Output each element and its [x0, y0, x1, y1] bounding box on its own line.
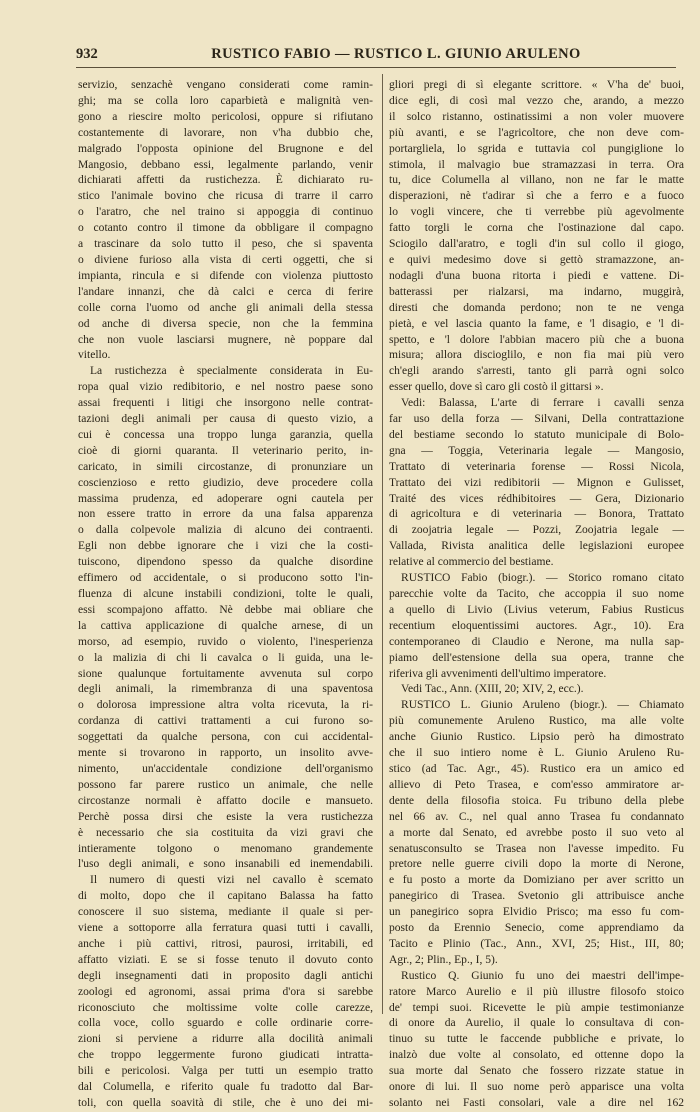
text-line: tu, dice Columella al villano, non ne far le matte: [389, 174, 684, 187]
text-line: Vallada, Rivista analitica delle legislazioni europee: [389, 540, 684, 553]
text-line: più avanti, e se l'agricoltore, che non deve com-: [389, 126, 684, 139]
text-line: stico (ad Tac. Agr., 45). Rustico era un amico ed: [389, 762, 684, 775]
text-line: o diviene furioso alla vista di certi oggetti, che si: [78, 253, 373, 266]
text-line: Vedi Tac., Ann. (XIII, 20; XIV, 2, ecc.).: [401, 683, 584, 696]
text-line: cioè di giorni quaranta. Il veterinario perito, in-: [78, 444, 373, 457]
text-line: e fu posto a morte da Domiziano per aver scritto un: [389, 874, 684, 887]
text-line: vitello.: [78, 349, 111, 362]
text-line: nimento, un'accidentale condizione dell'organismo: [78, 762, 373, 775]
text-line: la cattiva applicazione di qualche arnese, di un: [78, 619, 373, 632]
text-line: riconosciuto che moltissime volte colle carezze,: [78, 1001, 373, 1014]
text-line: è necessario che sia costituita da vizi gravi che: [78, 826, 373, 839]
text-line: parecchie volte da Tacito, che accoppia il suo nome: [389, 588, 684, 600]
text-line: caricato, in simili circostanze, di pronunziare un: [78, 460, 373, 473]
text-line: affatto viziati. E se si fosse tenuto il dovuto conto: [78, 953, 373, 966]
text-line: che troppo leggermente furono giudicati intratta-: [78, 1049, 373, 1062]
text-line: Agr., 2; Plin., Ep., I, 5).: [389, 953, 498, 966]
text-line: possono far parere rustico un animale, che nelle: [78, 778, 373, 791]
text-line: sua morte dal Senato che fossero rizzate statue in: [389, 1065, 684, 1078]
text-line: o dolorosa impressione altra volta ricevuta, la ri-: [78, 699, 373, 712]
text-line: che non vuole lasciarsi mugnere, nè poppare dal: [78, 333, 373, 346]
text-line: massima prudenza, ed adoperare ogni cautela per: [78, 492, 373, 505]
text-line: l'uso degli animali, e sono insanabili ed inemendabili.: [78, 858, 373, 871]
text-line: allievo di Peto Trasea, e com'esso ammiratore ar-: [389, 778, 684, 791]
text-line: di molto, dopo che il capitano Balassa ha fatto: [78, 890, 373, 903]
text-line: nel 66 av. C., nel qual anno Trasea fu condannato: [389, 810, 684, 823]
text-line: recentium eloquentissimi auctores. Agr., 10). Era: [389, 619, 684, 632]
text-line: ghi; ma se colla loro caparbietà e malignità ven-: [78, 94, 373, 107]
text-line: RUSTICO Fabio (biogr.). — Storico romano citato: [401, 572, 684, 585]
text-line: anche Giunio Rustico. Lipsio però ha dimostrato: [389, 731, 684, 744]
text-line: conoscere il suo sistema, mediante il quale si per-: [78, 906, 373, 919]
text-line: il solco ristanno, ostinatissimi a non voler muovere: [389, 110, 684, 123]
text-line: costantemente di lavorare, non v'ha dubbio che,: [78, 126, 373, 139]
text-line: spetto, e 'l dolore l'abbian macero più che a buona: [389, 333, 684, 346]
text-line: portargliela, lo sgrida e tuttavia col pungiglione lo: [389, 142, 684, 155]
text-line: tazioni degli animali per causa di questo vizio, a: [78, 413, 373, 426]
text-line: circostanze normali è affatto docile e mansueto.: [78, 794, 373, 807]
text-line: lo vogli vincere, che ti verrebbe più agevolmente: [389, 206, 684, 219]
text-line: sione qualunque fortuitamente avvenuta sul corpo: [78, 667, 373, 680]
text-line: di onore da Aurelio, il quale lo consultava di con-: [389, 1017, 684, 1030]
text-line: dal Columella, e riferito quale fu tradotto dal Bar-: [78, 1081, 373, 1094]
text-line: posto da Erennio Senecio, come apprendiamo da: [389, 922, 684, 935]
text-line: panegirico di Trasea. Svetonio gli attribuisce anche: [389, 890, 684, 903]
text-line: fatto torgli le corna che l'ostinazione dal capo.: [389, 222, 684, 235]
text-line: colle corna l'uomo od anche gli animali della stessa: [78, 301, 373, 314]
text-line: assai frequenti i litigi che insorgono nelle contrat-: [78, 397, 373, 410]
text-line: o la malizia di chi li cavalca o li guida, una le-: [78, 651, 373, 664]
text-line: solanto nei Fasti consolari, vale a dire nel 162: [389, 1097, 684, 1109]
text-line: Il numero di questi vizi nel cavallo è scemato: [90, 874, 373, 887]
text-line: mente si trovarono in rapporto, un insolito avve-: [78, 747, 373, 760]
page-number: 932: [76, 46, 98, 62]
text-line: tinuo su tutte le faccende pubbliche e private, lo: [389, 1033, 684, 1046]
text-line: impianta, rincula e si difende con violenza piuttosto: [78, 269, 373, 282]
text-line: La rustichezza è specialmente considerata in Eu-: [90, 365, 373, 378]
text-line: viene a sottoporre alla ferratura quasi tutti i cavalli,: [78, 922, 373, 935]
text-line: tuiscono, dipendono spesso da qualche disordine: [78, 556, 373, 569]
text-line: disperazioni, nè t'adirar sì che a ferro e a fuoco: [389, 190, 684, 203]
text-line: degli animali, la rimembranza di una spaventosa: [78, 683, 373, 696]
text-line: fluenza di alcune instabili condizioni, tolte le quali,: [78, 588, 373, 600]
text-line: stimola, il malvagio bue stramazzasi in terra. Ora: [389, 158, 684, 171]
text-line: esser quello, dove sì caro gli costò il gittarsi ».: [389, 381, 604, 394]
text-line: de' tempi suoi. Ricevette le più ampie testimonianze: [389, 1001, 684, 1014]
text-line: a morte dal Senato, ed avrebbe posto il suo veto al: [389, 826, 684, 839]
text-line: del bestiame secondo lo statuto municipale di Bolo-: [389, 428, 684, 441]
text-line: non essere tratto in errore da una falsa apparenza: [78, 508, 373, 521]
text-line: pretore nelle guerre civili dopo la morte di Nerone,: [389, 858, 684, 871]
text-line: ropa qual vizio redibitorio, e nel nostro paese sono: [78, 381, 373, 394]
text-line: l'andare innanzi, che dà calci e cerca di ferire: [78, 285, 373, 298]
text-line: relative al commercio del bestiame.: [389, 556, 554, 569]
text-line: di zoojatria legale — Pozzi, Zoojatria legale —: [389, 524, 684, 537]
text-line: a quello di Livio (Livius veterum, Fabius Rusticus: [389, 603, 684, 616]
text-line: contemporaneo di Claudio e Nerone, ma nulla sap-: [389, 635, 684, 648]
text-line: che il suo intiero nome è L. Giunio Aruleno Ru-: [389, 747, 684, 760]
text-line: di agricoltura e di veterinaria — Bonora, Trattato: [389, 508, 684, 521]
text-line: batterassi per rialzarsi, ma indarno, muggirà,: [389, 285, 684, 298]
text-line: e quivi medesimo dove si gettò stramazzone, an-: [389, 253, 684, 266]
text-line: stico l'animale bovino che ricusa di trarre il carro: [78, 190, 373, 203]
text-line: cordanza di cattivi trattamenti a cui furono so-: [78, 715, 373, 728]
text-line: coscienzioso e retto giudizio, deve procedere colla: [78, 476, 373, 489]
text-line: riferiva gli avvenimenti dell'ultimo imperatore.: [389, 667, 607, 680]
text-line: gono a riescire molto pericolosi, oppure si rifiutano: [78, 110, 373, 123]
running-title: RUSTICO FABIO — RUSTICO L. GIUNIO ARULENO: [211, 46, 581, 62]
text-line: ch'egli arando s'arresti, tanto gli parrà ogni solco: [389, 365, 684, 378]
text-line: colla voce, collo sguardo e colle ordinarie corre-: [78, 1017, 373, 1030]
text-line: o dalla colpevole malizia di alcuno dei contraenti.: [78, 524, 373, 537]
text-line: Mangosio, debbano essi, legalmente parlando, venir: [78, 158, 373, 171]
left-column: [78, 78, 373, 1112]
text-line: Rustico Q. Giunio fu uno dei maestri dell'impe-: [401, 969, 684, 982]
page-header: [76, 45, 676, 68]
text-line: Tacito e Plinio (Tac., Ann., XVI, 25; Hist., III, 80;: [389, 937, 684, 950]
text-line: essi scompajono affatto. Nè debbe mai obliare che: [78, 603, 373, 616]
text-line: RUSTICO L. Giunio Aruleno (biogr.). — Chiamato: [401, 699, 684, 712]
text-line: servizio, senzachè vengano considerati come ramin-: [78, 79, 373, 91]
text-line: pietà, e vel lascia quanto la fame, e 'l disagio, e 'l di-: [389, 317, 684, 330]
text-line: o cotanto contro il timone da obbligare il compagno: [78, 222, 373, 235]
text-line: Vedi: Balassa, L'arte di ferrare i cavalli senza: [401, 397, 684, 410]
text-line: dice egli, di così mal vezzo che, arando, a mezzo: [389, 94, 684, 107]
text-line: Perchè possa dirsi che esiste la vera rustichezza: [78, 810, 373, 823]
text-line: morso, ad esempio, ruvido o violento, l'inesperienza: [78, 635, 373, 648]
text-line: anche i più cattivi, ritrosi, paurosi, irritabili, ed: [78, 937, 373, 950]
text-line: misura; allora discioglilo, e non fia mai più vero: [389, 349, 684, 362]
text-line: Egli non debbe ignorare che i vizi che la costi-: [78, 540, 373, 553]
text-line: più comunemente Aruleno Rustico, ma alle volte: [389, 715, 684, 728]
text-line: Traité des vices rédhibitoires — Gera, Dizionario: [389, 492, 684, 505]
text-line: malgrado l'opposta opinione del Brugnone e del: [78, 142, 373, 155]
text-line: senatusconsulto se Trasea non l'avesse impedito. Fu: [389, 842, 684, 855]
text-line: inalzò due volte al consolato, ed ottenne dopo la: [389, 1049, 684, 1062]
text-line: onore di lui. Il suo nome però apparisce una volta: [389, 1081, 684, 1094]
text-line: o l'aratro, che nel traino si appoggia di continuo: [78, 206, 373, 219]
text-line: Sciogilo dall'aratro, e togli d'in sul collo il giogo,: [389, 238, 684, 251]
text-line: nodagli d'una buona ritorta i piedi e vattene. Di-: [389, 269, 684, 282]
text-line: degli insegnamenti dati in proposito dagli antichi: [78, 969, 373, 982]
text-line: a trascinare da solo tutto il peso, che si spaventa: [78, 238, 373, 251]
text-line: cui è concessa una troppo lunga garanzia, quella: [78, 428, 373, 441]
text-line: od anche di diversa specie, non che la femmina: [78, 317, 373, 330]
text-line: toli, con quella soavità di stile, che è uno dei mi-: [78, 1097, 373, 1109]
text-line: intieramente tolgono o menomano grandemente: [78, 842, 373, 855]
right-column: [389, 78, 684, 1112]
text-line: ratore Marco Aurelio e il più illustre filosofo stoico: [389, 985, 684, 998]
text-line: far uso della forza — Silvani, Della contrattazione: [389, 413, 684, 426]
column-divider: [382, 74, 383, 1014]
text-line: dichiarati affetti da rustichezza. È dichiarato ru-: [78, 174, 373, 187]
text-line: Trattato di veterinaria forense — Rossi Nicola,: [389, 460, 684, 473]
text-line: zoologi ed agronomi, assai prima d'ora si sarebbe: [78, 985, 373, 998]
text-line: gliori pregi di sì elegante scrittore. « V'ha de' buoi,: [389, 79, 684, 91]
text-line: zioni si perviene a ridurre alla docilità animali: [78, 1033, 373, 1046]
text-line: bili e pericolosi. Valga per tutti un esempio tratto: [78, 1065, 373, 1078]
text-line: diresti che domanda perdono; non te ne venga: [389, 301, 684, 314]
text-line: un panegirico sopra Elvidio Prisco; ma esso fu com-: [389, 906, 684, 919]
text-line: soggettati da qualche persona, con cui accidental-: [78, 731, 373, 744]
text-line: gna — Toggia, Veterinaria legale — Mangosio,: [389, 444, 684, 457]
text-line: dente della filosofia stoica. Fu tribuno della plebe: [389, 794, 684, 807]
text-line: Trattato dei vizi redibitorii — Mignon e Gulisset,: [389, 476, 684, 489]
text-line: piamo dell'estensione della sua opera, tranne che: [389, 651, 684, 664]
text-line: effimero od accidentale, o si producono sotto l'in-: [78, 572, 373, 585]
